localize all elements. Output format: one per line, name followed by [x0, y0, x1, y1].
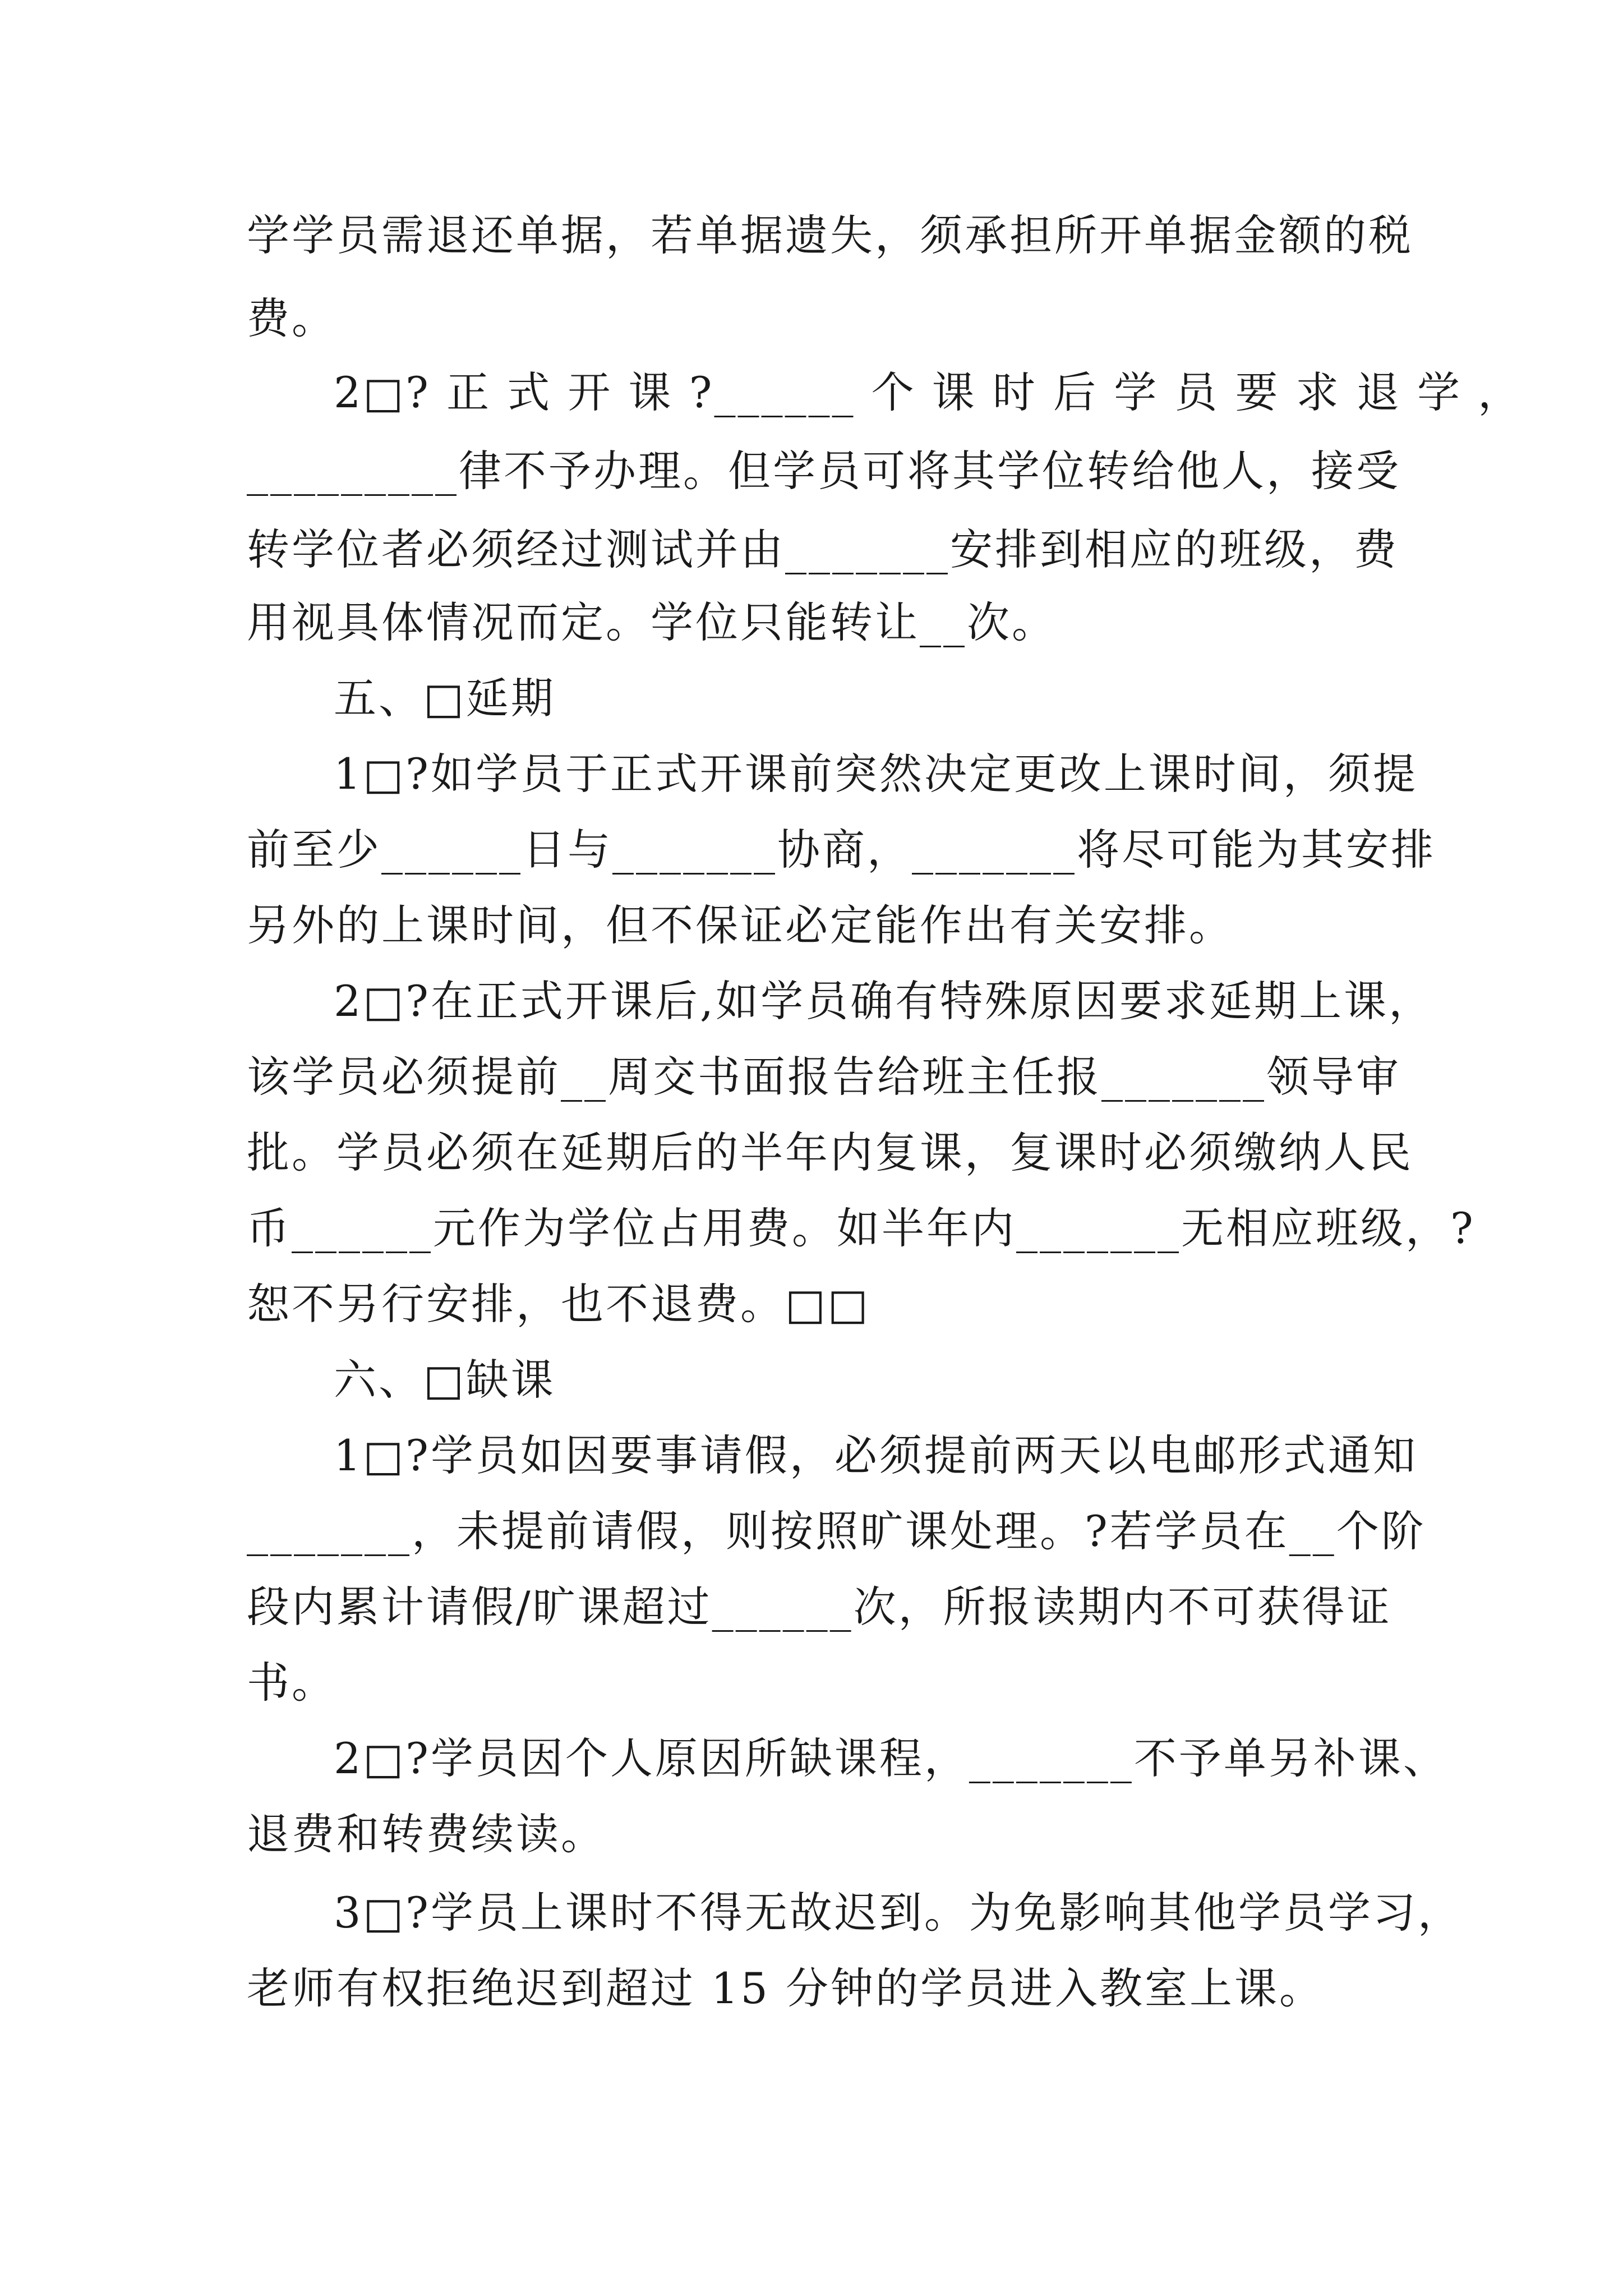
text-line: 另外的上课时间，但不保证必定能作出有关安排。 [247, 900, 1234, 950]
text-line: 1□?如学员于正式开课前突然决定更改上课时间，须提 [334, 749, 1418, 799]
text-line: 2□?在正式开课后,如学员确有特殊原因要求延期上课， [334, 976, 1434, 1026]
text-line: _________律不予办理。但学员可将其学位转给他人，接受 [247, 446, 1401, 496]
text-line: 2□? 正 式 开 课 ?______ 个 课 时 后 学 员 要 求 退 学 ， [334, 367, 1523, 417]
text-line: 费。 [247, 293, 336, 343]
text-line: 2□?学员因个人原因所缺课程，_______不予单另补课、 [334, 1733, 1448, 1783]
text-line: 3□?学员上课时不得无故迟到。为免影响其他学员学习， [334, 1888, 1463, 1938]
section-heading: 五、□延期 [334, 673, 556, 723]
text-line: 1□?学员如因要事请假，必须提前两天以电邮形式通知 [334, 1430, 1418, 1480]
text-line: 用视具体情况而定。学位只能转让__次。 [247, 597, 1057, 647]
section-heading: 六、□缺课 [334, 1355, 556, 1405]
text-line: 退费和转费续读。 [247, 1809, 606, 1859]
text-line: 前至少______日与_______协商，_______将尽可能为其安排 [247, 825, 1436, 875]
text-line: 老师有权拒绝迟到超过 15 分钟的学员进入教室上课。 [247, 1963, 1325, 2013]
text-line: 恕不另行安排，也不退费。□□ [247, 1279, 870, 1329]
text-line: 币______元作为学位占用费。如半年内_______无相应班级，? [247, 1203, 1476, 1253]
text-line: 批。学员必须在延期后的半年内复课，复课时必须缴纳人民 [247, 1128, 1413, 1177]
text-line: 该学员必须提前__周交书面报告给班主任报_______领导审 [247, 1052, 1401, 1102]
text-line: 转学位者必须经过测试并由_______安排到相应的班级，费 [247, 524, 1399, 574]
text-line: 段内累计请假/旷课超过______次，所报读期内不可获得证 [247, 1582, 1392, 1632]
text-line: _______，未提前请假，则按照旷课处理。?若学员在__个阶 [247, 1506, 1426, 1556]
text-line: 书。 [247, 1658, 336, 1708]
text-line: 学学员需退还单据，若单据遗失，须承担所开单据金额的税 [247, 210, 1413, 260]
